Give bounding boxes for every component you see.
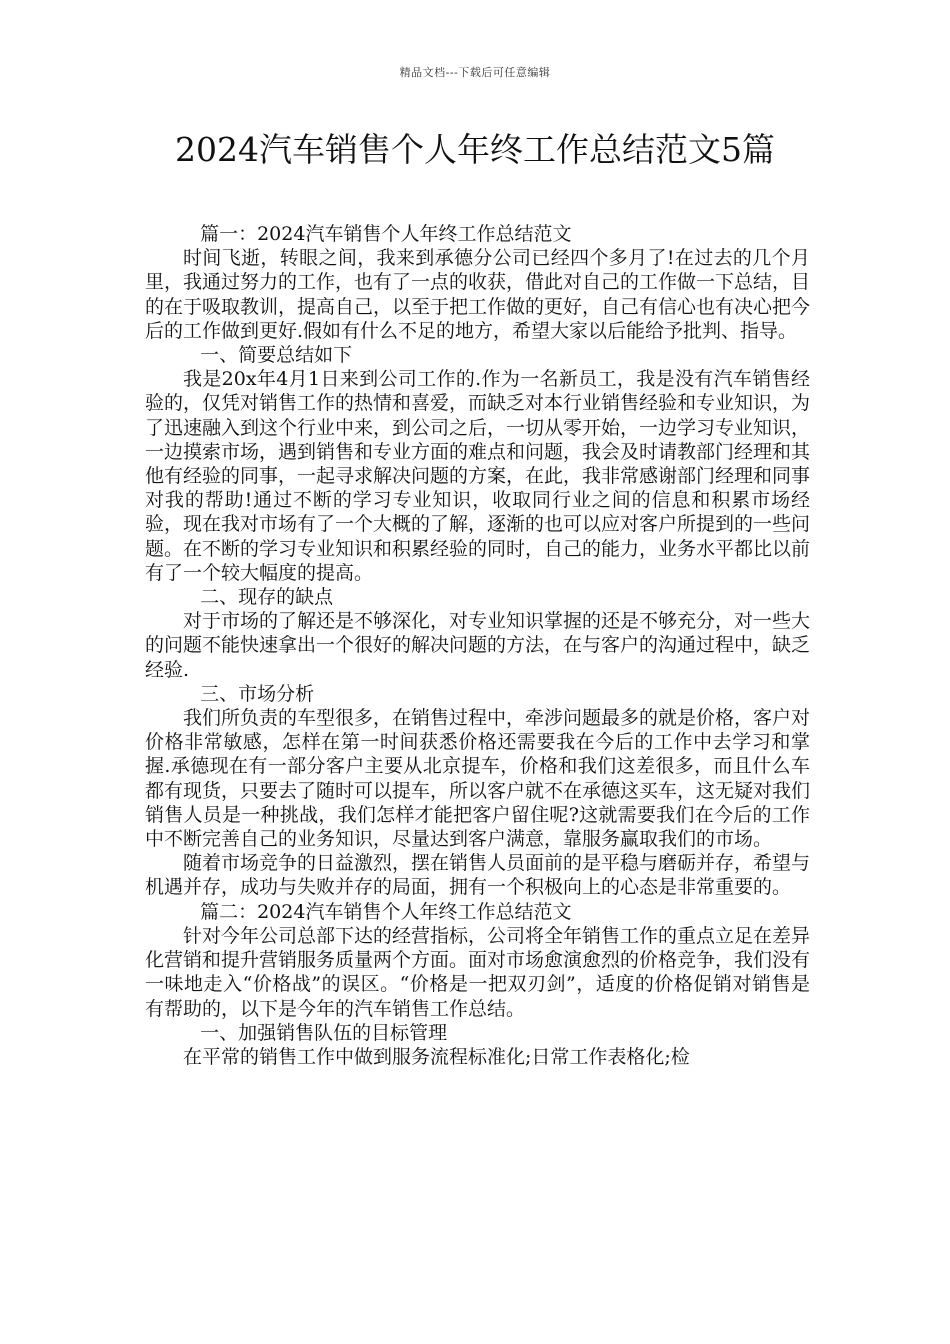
section-heading-market-analysis: 三、市场分析 xyxy=(200,682,315,705)
paragraph-shortcomings: 对于市场的了解还是不够深化，对专业知识掌握的还是不够充分，对一些大的问题不能快速拿出一个很好的解决问题的方法，在与客户的沟通过程中，缺乏经验. xyxy=(145,610,811,681)
paragraph-summary: 我是20x年4月1日来到公司工作的.作为一名新员工，我是没有汽车销售经验的，仅凭对销售工作的热情和喜爱，而缺乏对本行业销售经验和专业知识，为了迅速融入到这个行业中来，到公司之后，一切从零开始，一边学习专业知识，一边摸索市场，遇到销售和专业方面的难点和问题，我会及时请教部门经理和其他有经验的同事，一起寻求解决问题的方案，在此，我非常感谢部门经理和同事对我的帮助!通过不断的学习专业知识，收取同行业之间的信息和积累市场经验，现在我对市场有了一个大概的了解，逐渐的也可以应对客户所提到的一些问题。在不断的学习专业知识和积累经验的同时，自己的能力，业务水平都比以前有了一个较大幅度的提高。 xyxy=(145,368,811,584)
page-header: 精品文档---下载后可任意编辑 xyxy=(399,66,551,79)
section-heading-summary: 一、简要总结如下 xyxy=(200,344,353,367)
paragraph-part-two-intro: 针对今年公司总部下达的经营指标，公司将全年销售工作的重点立足在差异化营销和提升营销服务质量两个方面。面对市场愈演愈烈的价格竞争，我们没有一味地走入“价格战”的误区。“价格是一把双刃剑”，适度的价格促销对销售是有帮助的，以下是今年的汽车销售工作总结。 xyxy=(145,924,811,1020)
section-heading-part-two: 篇二：2024汽车销售个人年终工作总结范文 xyxy=(200,900,572,923)
document-body xyxy=(145,222,810,1069)
section-heading-team-management: 一、加强销售队伍的目标管理 xyxy=(200,1021,448,1044)
section-heading-shortcomings: 二、现存的缺点 xyxy=(200,586,334,609)
paragraph-competition: 随着市场竞争的日益激烈，摆在销售人员面前的是平稳与磨砺并存，希望与机遇并存，成功与失败并存的局面，拥有一个积极向上的心态是非常重要的。 xyxy=(145,852,811,899)
document-title: 2024汽车销售个人年终工作总结范文5篇 xyxy=(175,130,775,169)
section-heading-part-one: 篇一：2024汽车销售个人年终工作总结范文 xyxy=(200,223,572,245)
paragraph-team-management: 在平常的销售工作中做到服务流程标准化;日常工作表格化;检 xyxy=(183,1045,690,1068)
paragraph-intro: 时间飞逝，转眼之间，我来到承德分公司已经四个多月了!在过去的几个月里，我通过努力的工作，也有了一点的收获，借此对自己的工作做一下总结，目的在于吸取教训，提高自己，以至于把工作做的更好，自己有信心也有决心把今后的工作做到更好.假如有什么不足的地方，希望大家以后能给予批判、指导。 xyxy=(145,247,811,342)
paragraph-market-analysis: 我们所负责的车型很多，在销售过程中，牵涉问题最多的就是价格，客户对价格非常敏感，怎样在第一时间获悉价格还需要我在今后的工作中去学习和掌握.承德现在有一部分客户主要从北京提车，价格和我们这差很多，而且什么车都有现货，只要去了随时可以提车，所以客户就不在承德这买车，这无疑对我们销售人员是一种挑战，我们怎样才能把客户留住呢?这就需要我们在今后的工作中不断完善自己的业务知识，尽量达到客户满意，靠服务赢取我们的市场。 xyxy=(145,707,811,851)
